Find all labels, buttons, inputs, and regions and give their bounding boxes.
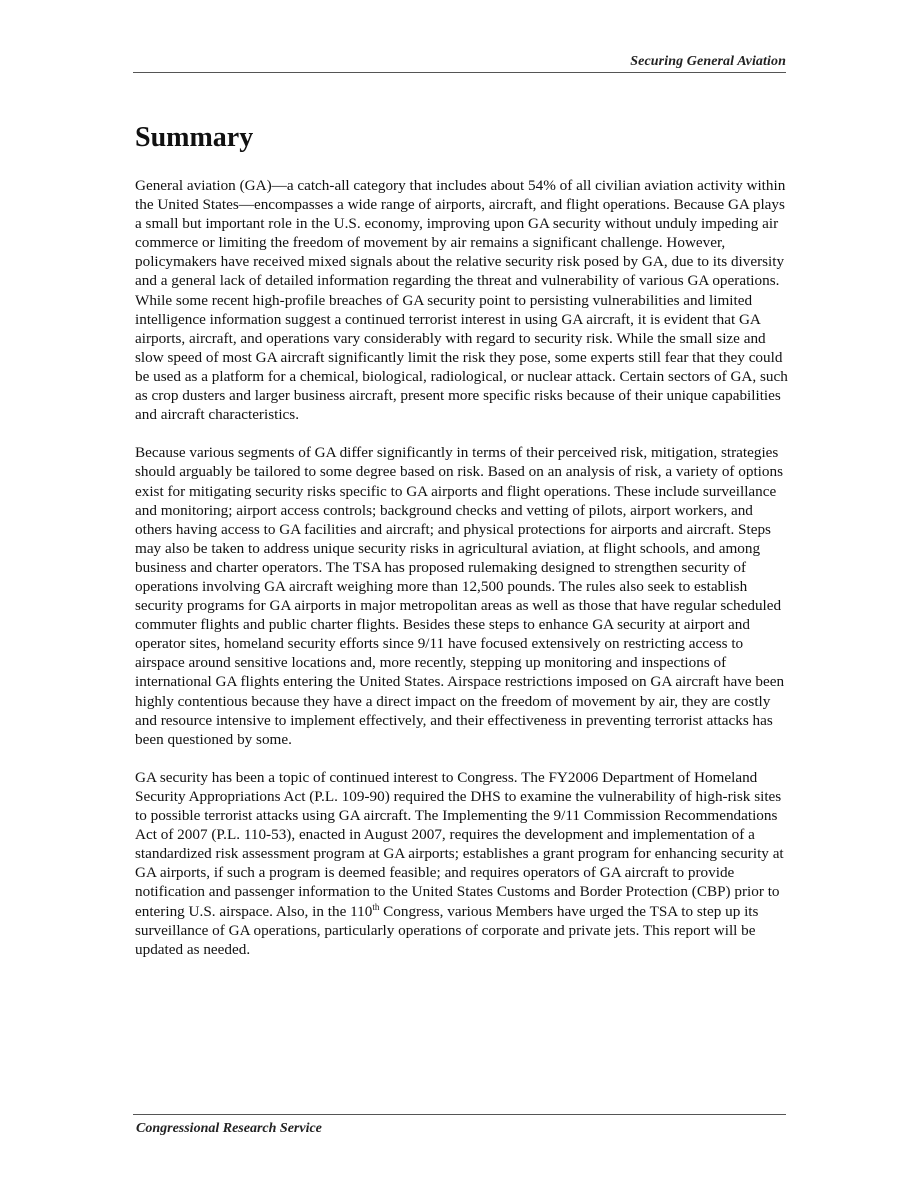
footer-publisher: Congressional Research Service xyxy=(136,1121,322,1136)
summary-paragraph-2: Because various segments of GA differ significantly in terms of their perceived risk, mitigation, strategies should arguably be tailored to some degree based on risk. Based on an analysis of risk, a variety of options exist for mitigating security risks specific to GA airports and flight operations. These include surveillance and monitoring; airport access controls; background checks and vetting of pilots, airport workers, and others having access to GA facilities and aircraft; and physical protections for airports and aircraft. Steps may also be taken to address unique security risks in agricultural aviation, at flight schools, and among business and charter operators. The TSA has proposed rulemaking designed to strengthen security of operations involving GA aircraft weighing more than 12,500 pounds. The rules also seek to establish security programs for GA airports in major metropolitan areas as well as those that have regular scheduled commuter flights and public charter flights. Besides these steps to enhance GA security at airport and operator sites, homeland security efforts since 9/11 have focused extensively on restricting access to airspace around sensitive locations and, more recently, stepping up monitoring and inspections of international GA flights entering the United States. Airspace restrictions imposed on GA aircraft have been highly contentious because they have a direct impact on the freedom of movement by air, they are costly and resource intensive to implement effectively, and their effectiveness in preventing terrorist attacks has been questioned by some. xyxy=(135,444,785,748)
header-divider xyxy=(133,72,786,73)
footer-divider xyxy=(133,1114,786,1115)
ordinal-superscript: th xyxy=(372,901,380,912)
running-header-title: Securing General Aviation xyxy=(630,54,786,69)
summary-body xyxy=(135,176,788,978)
paragraph-3-text-after: Congress, various Members have urged the TSA to step up its surveillance of GA operations, particularly operations of corporate and private jets. This report will be updated as needed. xyxy=(135,902,759,958)
summary-paragraph-3 xyxy=(135,768,788,959)
page-title: Summary xyxy=(135,122,254,153)
summary-paragraph-1: General aviation (GA)—a catch-all category that includes about 54% of all civilian aviation activity within the United States—encompasses a wide range of airports, aircraft, and flight operations. Because GA plays a small but important role in the U.S. economy, improving upon GA security without unduly impeding air commerce or limiting the freedom of movement by air remains a significant challenge. However, policymakers have received mixed signals about the relative security risk posed by GA, due to its diversity and a general lack of detailed information regarding the threat and vulnerability of various GA operations. While some recent high-profile breaches of GA security point to persisting vulnerabilities and limited intelligence information suggest a continued terrorist interest in using GA aircraft, it is evident that GA airports, aircraft, and operations vary considerably with regard to security risk. While the small size and slow speed of most GA aircraft significantly limit the risk they pose, some experts still fear that they could be used as a platform for a chemical, biological, radiological, or nuclear attack. Certain sectors of GA, such as crop dusters and larger business aircraft, present more specific risks because of their unique capabilities and aircraft characteristics. xyxy=(135,177,788,424)
paragraph-3-text-before: GA security has been a topic of continued interest to Congress. The FY2006 Department of Homeland Security Appropriations Act (P.L. 109-90) required the DHS to examine the vulnerability of high-risk sites to possible terrorist attacks using GA aircraft. The Implementing the 9/11 Commission Recommendations Act of 2007 (P.L. 110-53), enacted in August 2007, requires the development and implementation of a standardized risk assessment program at GA airports; establishes a grant program for enhancing security at GA airports, if such a program is deemed feasible; and requires operators of GA aircraft to provide notification and passenger information to the United States Customs and Border Protection (CBP) prior to entering U.S. airspace. Also, in the 110 xyxy=(135,768,784,920)
